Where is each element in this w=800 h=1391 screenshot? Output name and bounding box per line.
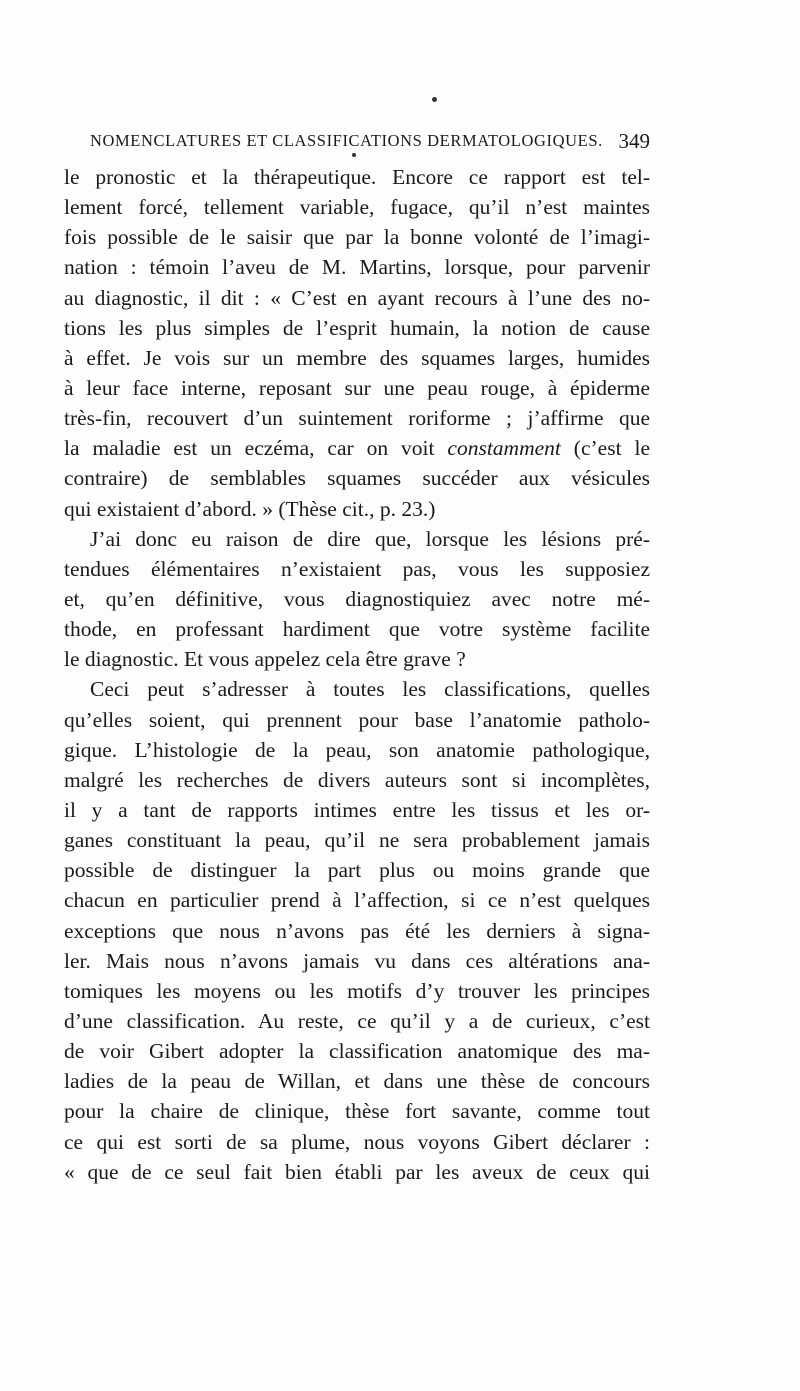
text-line: qui existaient d’abord. » (Thèse cit., p. 23.) (64, 496, 436, 521)
text-line: tendues élémentaires n’existaient pas, vous les supposiez (64, 556, 650, 581)
text-line: fois possible de le saisir que par la bonne volonté de l’imagi- (64, 225, 650, 250)
text-line: tions les plus simples de l’esprit humain, la notion de cause (64, 315, 650, 340)
text-line: qu’elles soient, qui prennent pour base l’anatomie patholo- (64, 707, 650, 732)
running-head: NOMENCLATURES ET CLASSIFICATIONS DERMATOLOGIQUES. (90, 131, 603, 150)
paragraph-first-line: J’ai donc eu raison de dire que, lorsque les lésions pré- (90, 526, 650, 551)
text-line: contraire) de semblables squames succéder aux vésicules (64, 466, 650, 491)
page-header (90, 123, 650, 159)
text-line: thode, en professant hardiment que votre système facilite (64, 617, 650, 642)
text-line (64, 433, 650, 463)
text-line: le pronostic et la thérapeutique. Encore ce rapport est tel- (64, 165, 650, 189)
text-line: le diagnostic. Et vous appelez cela être grave ? (64, 647, 466, 672)
page-number: 349 (618, 129, 650, 153)
text-line: à leur face interne, reposant sur une peau rouge, à épiderme (64, 375, 650, 400)
text-line: tomiques les moyens ou les motifs d’y trouver les principes (64, 978, 650, 1003)
text-line: il y a tant de rapports intimes entre les tissus et les or- (64, 797, 650, 822)
body-text (64, 162, 650, 1187)
paragraph-first-line: Ceci peut s’adresser à toutes les classifications, quelles (90, 677, 650, 702)
text-line: et, qu’en définitive, vous diagnostiquiez avec notre mé- (64, 586, 650, 611)
emphasized-word: constamment (447, 436, 561, 461)
text-line: à effet. Je vois sur un membre des squames larges, humides (64, 345, 650, 370)
text-line: pour la chaire de clinique, thèse fort savante, comme tout (64, 1099, 650, 1124)
text-line: d’une classification. Au reste, ce qu’il y a de curieux, c’est (64, 1008, 650, 1033)
text-line: lement forcé, tellement variable, fugace, qu’il n’est maintes (64, 195, 650, 220)
text-line: possible de distinguer la part plus ou moins grande que (64, 858, 650, 883)
text-line: « que de ce seul fait bien établi par les aveux de ceux qui (64, 1159, 650, 1184)
text-segment: la maladie est un eczéma, car on voit (64, 436, 448, 461)
text-line: ce qui est sorti de sa plume, nous voyons Gibert déclarer : (64, 1129, 650, 1154)
ink-speck (432, 97, 437, 102)
text-line: de voir Gibert adopter la classification anatomique des ma- (64, 1039, 650, 1064)
text-line: exceptions que nous n’avons pas été les derniers à signa- (64, 918, 650, 943)
text-line: ganes constituant la peau, qu’il ne sera probablement jamais (64, 828, 650, 853)
text-line: chacun en particulier prend à l’affection, si ce n’est quelques (64, 888, 650, 913)
text-line: très-fin, recouvert d’un suintement roriforme ; j’affirme que (64, 406, 650, 431)
text-line: nation : témoin l’aveu de M. Martins, lorsque, pour parvenir (64, 255, 650, 280)
text-line: malgré les recherches de divers auteurs sont si incomplètes, (64, 767, 650, 792)
text-line: gique. L’histologie de la peau, son anatomie pathologique, (64, 737, 650, 762)
text-line: ladies de la peau de Willan, et dans une thèse de concours (64, 1069, 650, 1094)
text-line: ler. Mais nous n’avons jamais vu dans ces altérations ana- (64, 948, 650, 973)
text-line: au diagnostic, il dit : « C’est en ayant recours à l’une des no- (64, 285, 650, 310)
text-segment: (c’est le (560, 436, 651, 461)
